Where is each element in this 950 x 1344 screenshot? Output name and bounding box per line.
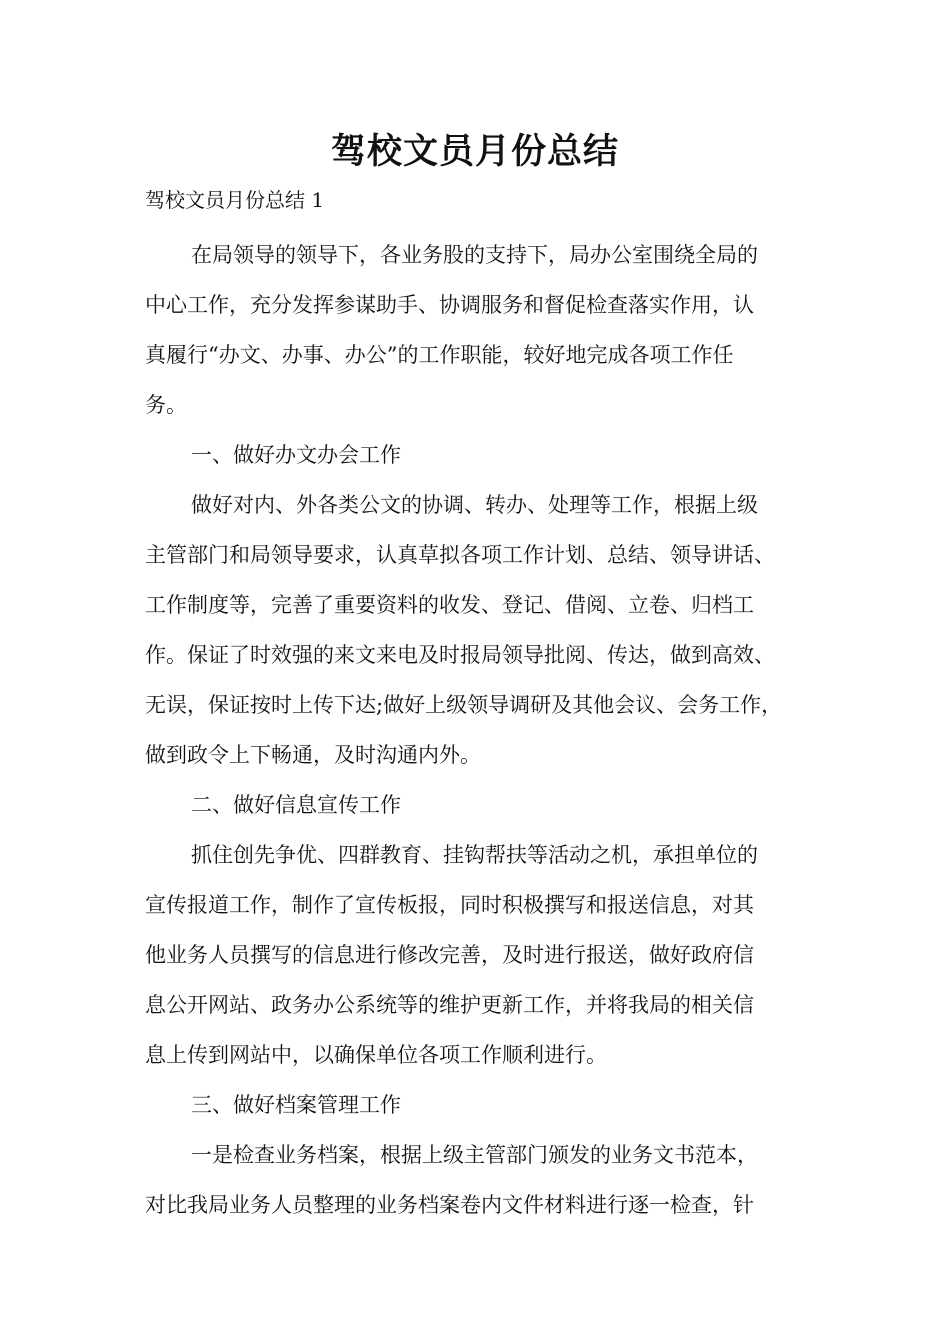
heading-text: 二、做好信息宣传工作 bbox=[191, 793, 401, 817]
text-line: 在局领导的领导下，各业务股的支持下，局办公室围绕全局的 bbox=[191, 243, 758, 267]
text-line: 工作制度等，完善了重要资料的收发、登记、借阅、立卷、归档工 bbox=[145, 593, 754, 617]
paragraph-1 bbox=[145, 230, 825, 430]
text-line: 宣传报道工作，制作了宣传板报，同时积极撰写和报送信息，对其 bbox=[145, 893, 754, 917]
text-line: 一是检查业务档案，根据上级主管部门颁发的业务文书范本， bbox=[191, 1143, 758, 1167]
document-body bbox=[145, 230, 825, 1230]
text-line: 做好对内、外各类公文的协调、转办、处理等工作，根据上级 bbox=[191, 493, 758, 517]
text-line: 真履行“办文、办事、办公”的工作职能，较好地完成各项工作任 bbox=[145, 343, 734, 367]
text-line: 对比我局业务人员整理的业务档案卷内文件材料进行逐一检查，针 bbox=[145, 1193, 754, 1217]
section-heading-1 bbox=[145, 430, 825, 480]
section-heading-2 bbox=[145, 780, 825, 830]
section-heading-3 bbox=[145, 1080, 825, 1130]
text-line: 息公开网站、政务办公系统等的维护更新工作，并将我局的相关信 bbox=[145, 993, 754, 1017]
text-line: 务。 bbox=[145, 393, 187, 417]
heading-text: 三、做好档案管理工作 bbox=[191, 1093, 401, 1117]
heading-text: 一、做好办文办会工作 bbox=[191, 443, 401, 467]
text-line: 他业务人员撰写的信息进行修改完善，及时进行报送，做好政府信 bbox=[145, 943, 754, 967]
text-line: 主管部门和局领导要求，认真草拟各项工作计划、总结、领导讲话、 bbox=[145, 543, 775, 567]
text-line: 做到政令上下畅通，及时沟通内外。 bbox=[145, 743, 481, 767]
paragraph-2 bbox=[145, 480, 825, 780]
document-subtitle: 驾校文员月份总结 1 bbox=[145, 188, 325, 212]
text-line: 作。保证了时效强的来文来电及时报局领导批阅、传达，做到高效、 bbox=[145, 643, 775, 667]
paragraph-4 bbox=[145, 1130, 825, 1230]
text-line: 无误，保证按时上传下达;做好上级领导调研及其他会议、会务工作， bbox=[145, 693, 783, 717]
text-line: 中心工作，充分发挥参谋助手、协调服务和督促检查落实作用，认 bbox=[145, 293, 754, 317]
paragraph-3 bbox=[145, 830, 825, 1080]
document-title: 驾校文员月份总结 bbox=[330, 132, 619, 172]
text-line: 抓住创先争优、四群教育、挂钩帮扶等活动之机，承担单位的 bbox=[191, 843, 758, 867]
text-line: 息上传到网站中，以确保单位各项工作顺利进行。 bbox=[145, 1043, 607, 1067]
